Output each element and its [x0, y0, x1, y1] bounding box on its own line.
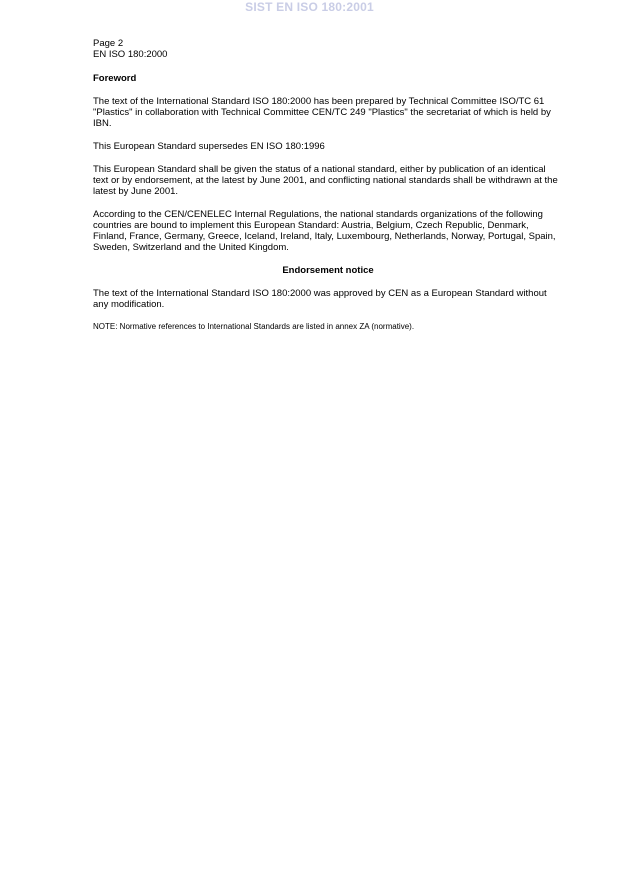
foreword-heading: Foreword	[93, 73, 137, 84]
endorsement-heading: Endorsement notice	[282, 265, 374, 276]
standard-reference: EN ISO 180:2000	[93, 49, 168, 60]
foreword-paragraph-4: According to the CEN/CENELEC Internal Regulations, the national standards organizations of the following countries are bound to implement this European Standard: Austria, Belgium, Czech Republic, Denmark, Finland, France, Germany, Greece, Iceland, Ireland, Italy, Luxembourg, Netherlands, Norway, Portugal, Spain, Sweden, Switzerland and the United Kingdom.	[93, 209, 556, 253]
page-number: Page 2	[93, 38, 124, 49]
watermark: SIST EN ISO 180:2001	[245, 0, 374, 14]
page-header	[93, 38, 563, 60]
foreword-paragraph-1: The text of the International Standard ISO 180:2000 has been prepared by Technical Committee ISO/TC 61 "Plastics" in collaboration with Technical Committee CEN/TC 249 "Plastics" the secretariat of which is held by IBN.	[93, 96, 551, 129]
document-page	[93, 38, 563, 332]
normative-note: NOTE: Normative references to International Standards are listed in annex ZA (normative).	[93, 322, 415, 331]
endorsement-text: The text of the International Standard ISO 180:2000 was approved by CEN as a European Standard without any modification.	[93, 288, 547, 310]
foreword-paragraph-3: This European Standard shall be given the status of a national standard, either by publication of an identical text or by endorsement, at the latest by June 2001, and conflicting national standards shall be withdrawn at the latest by June 2001.	[93, 164, 558, 197]
foreword-paragraph-2: This European Standard supersedes EN ISO 180:1996	[93, 141, 325, 152]
